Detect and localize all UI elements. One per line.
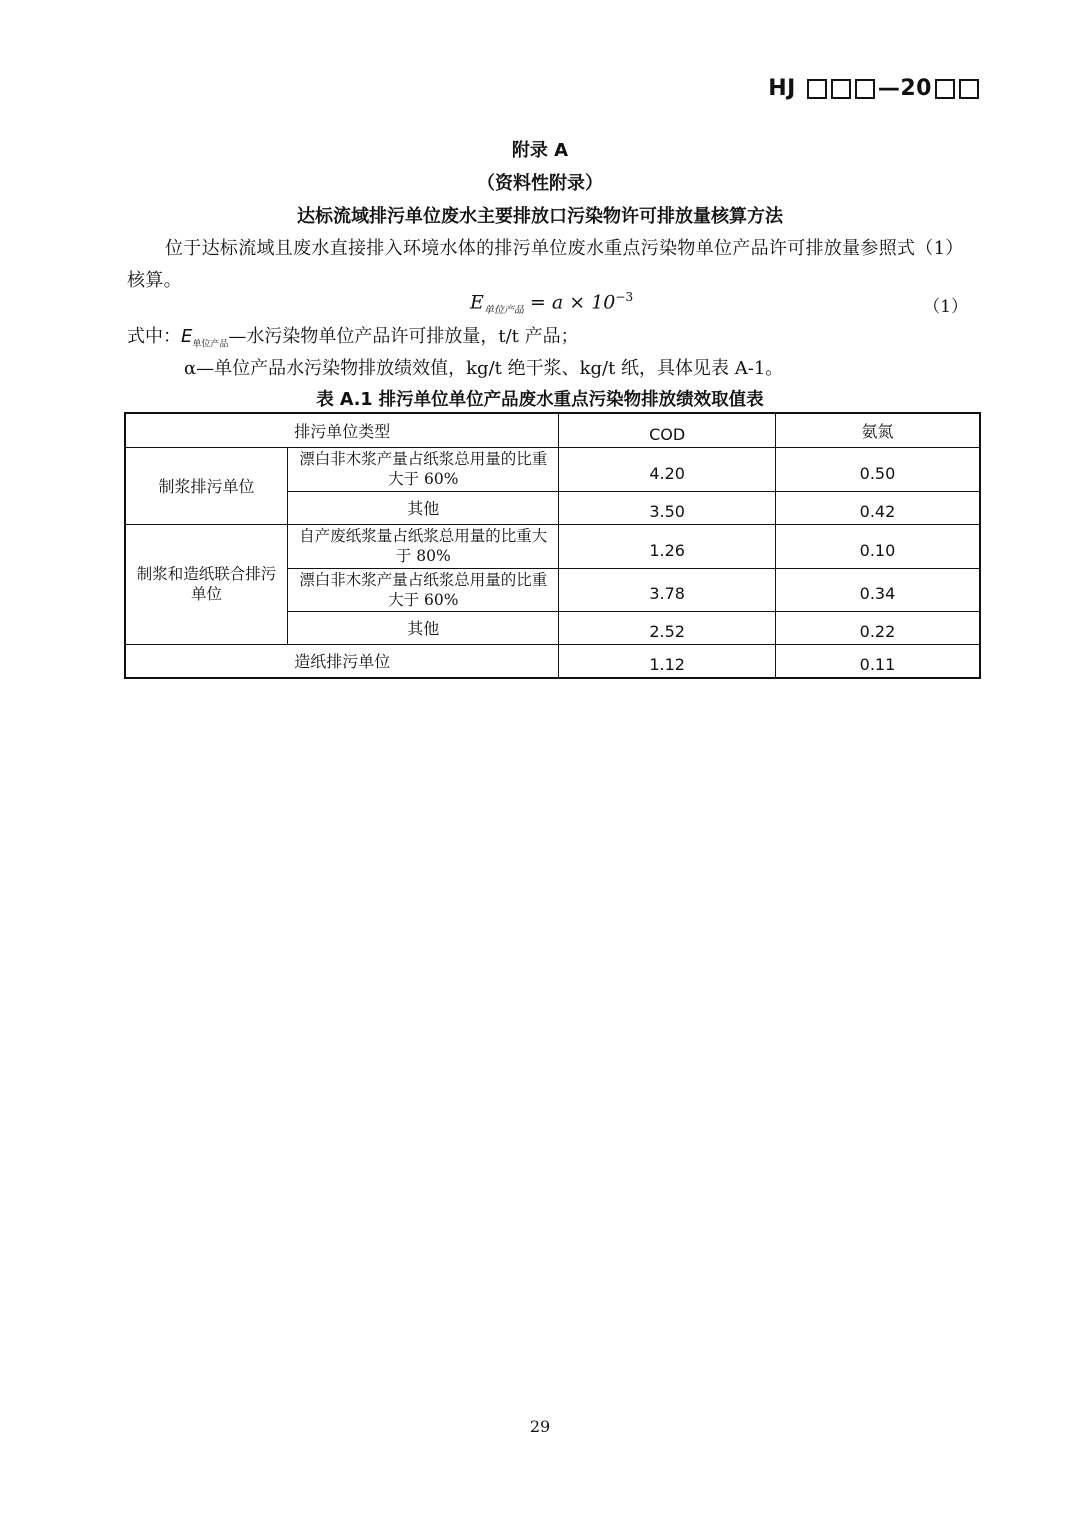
placeholder-box-icon: [807, 79, 827, 99]
table-row: [125, 524, 980, 568]
cod-value: 1.26: [559, 524, 776, 568]
standard-prefix: HJ: [768, 76, 796, 101]
placeholder-box-icon: [959, 79, 979, 99]
cod-value: 3.78: [559, 568, 776, 611]
group-name: 制浆和造纸联合排污单位: [125, 524, 288, 644]
formula-lhs-sub: 单位产品: [483, 305, 524, 317]
table-caption: 表 A.1 排污单位单位产品废水重点污染物排放绩效取值表: [316, 390, 764, 410]
header-unit-type: 排污单位类型: [125, 413, 559, 447]
table-row: [125, 644, 980, 678]
page-number: 29: [529, 1417, 551, 1436]
nh3-value: 0.42: [775, 491, 980, 524]
nh3-value: 0.10: [775, 524, 980, 568]
formula-exp: −3: [615, 290, 634, 304]
cod-value: 3.50: [559, 491, 776, 524]
placeholder-box-icon: [831, 79, 851, 99]
equation-number: （1）: [923, 297, 968, 317]
where-line-1: [127, 322, 579, 350]
formula-rhs: = a × 10: [529, 291, 616, 314]
sub-type: 其他: [288, 491, 559, 524]
header-nh3: 氨氮: [775, 413, 980, 447]
sub-type: 漂白非木浆产量占纸浆总用量的比重大于 60%: [288, 568, 559, 611]
nh3-value: 0.22: [775, 611, 980, 644]
placeholder-box-icon: [855, 79, 875, 99]
where-symbol: E: [181, 326, 193, 347]
cod-value: 2.52: [559, 611, 776, 644]
nh3-value: 0.50: [775, 447, 980, 491]
standard-year: —20: [877, 76, 932, 101]
nh3-value: 0.34: [775, 568, 980, 611]
sub-type: 自产废纸浆量占纸浆总用量的比重大于 80%: [288, 524, 559, 568]
nh3-value: 0.11: [775, 644, 980, 678]
emission-table: [124, 412, 981, 679]
group-name: 造纸排污单位: [125, 644, 559, 678]
table-header-row: [125, 413, 980, 447]
cod-value: 1.12: [559, 644, 776, 678]
standard-code: [768, 76, 980, 101]
group-name: 制浆排污单位: [125, 447, 288, 524]
appendix-title: 附录 A: [511, 140, 569, 161]
where-prefix: 式中：: [127, 326, 181, 347]
table-row: [125, 447, 980, 491]
formula: [470, 290, 633, 316]
sub-type: 其他: [288, 611, 559, 644]
placeholder-box-icon: [935, 79, 955, 99]
intro-paragraph: 位于达标流域且废水直接排入环境水体的排污单位废水重点污染物单位产品许可排放量参照式（1）核算。: [127, 238, 964, 291]
sub-type: 漂白非木浆产量占纸浆总用量的比重大于 60%: [288, 447, 559, 491]
cod-value: 4.20: [559, 447, 776, 491]
formula-lhs: E: [470, 291, 484, 314]
header-cod: COD: [559, 413, 776, 447]
appendix-heading: 达标流域排污单位废水主要排放口污染物许可排放量核算方法: [297, 206, 783, 227]
appendix-type: （资料性附录）: [477, 173, 603, 194]
where-def-2: α—单位产品水污染物排放绩效值，kg/t 绝干浆、kg/t 纸，具体见表 A-1。: [184, 358, 784, 379]
where-def-1: —水污染物单位产品许可排放量，t/t 产品；: [228, 326, 579, 347]
where-symbol-sub: 单位产品: [192, 339, 229, 350]
